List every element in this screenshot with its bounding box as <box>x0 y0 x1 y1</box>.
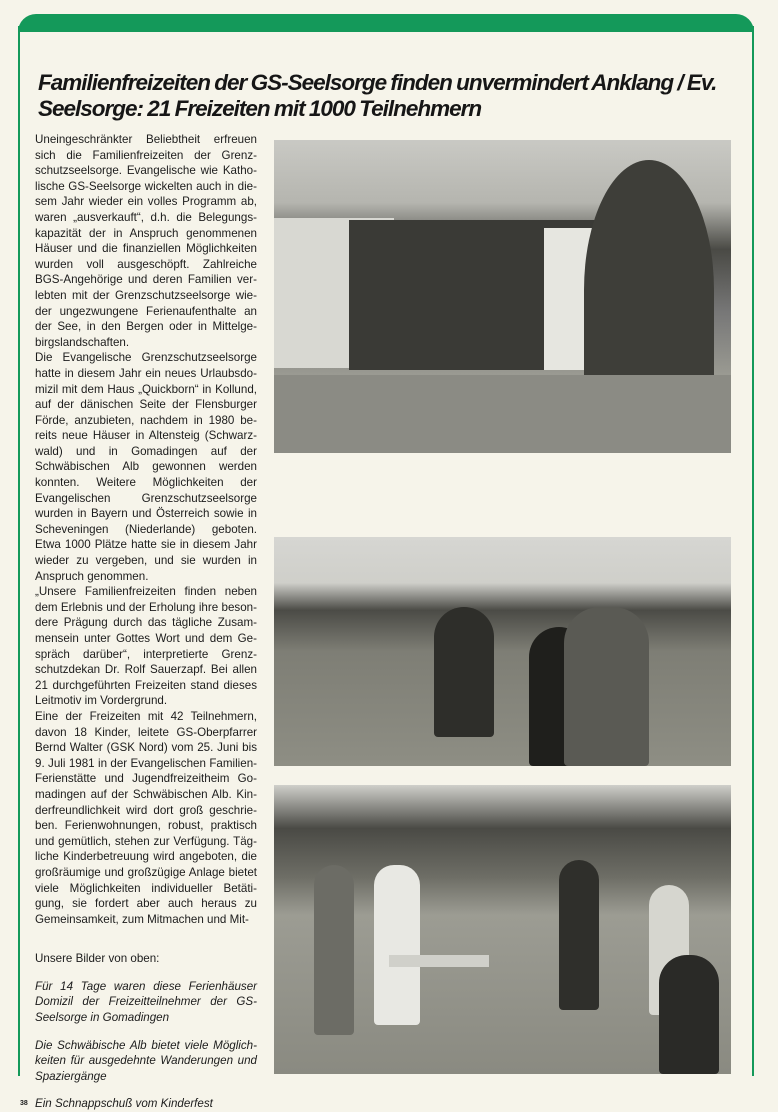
paragraph: „Unsere Familienfreizeiten finden neben dem Erlebnis und der Erholung ihre besondere Prägung durch das tägliche Zusammensein unter Gottes Wort und dem Gespräch darüber“, interpretierte Grenzschutzdekan Dr. Rolf Sauerzapf. Bei allen 21 durchgeführten Freizeiten stand dieses Leitmotiv im Vordergrund. <box>35 585 257 708</box>
article-body <box>35 132 257 927</box>
green-frame-left <box>18 26 20 1076</box>
green-frame-right <box>752 26 754 1076</box>
caption-3: Ein Schnappschuß vom Kinderfest <box>35 1097 213 1111</box>
captions-intro: Unsere Bilder von oben: <box>35 952 160 966</box>
paragraph: Uneingeschränkter Beliebtheit erfreuen sich die Familienfreizeiten der Grenzschutzseelsorge. Evangelische wie Katholische GS-Seelsorge wickelten auch in diesem Jahr wieder ein volles Programm ab, waren „ausverkauft“, d.h. die Belegungskapazität der in Anspruch genommenen Häuser und die finanziellen Möglichkeiten wurden voll ausgeschöpft. Zahlreiche BGS-Angehörige und deren Familien verlebten mit der Grenzschutzseelsorge wieder ungezwungene Ferienaufenthalte an der See, in den Bergen oder in Mittelgebirgslandschaften. <box>35 133 257 349</box>
article <box>20 70 751 1112</box>
paragraph: Die Evangelische Grenzschutzseelsorge hatte in diesem Jahr ein neues Urlaubsdomizil mit dem Haus „Quickborn“ in Kollund, auf der dänischen Seite der Flensburger Förde, anzubieten, nachdem in 1980 bereits neue Häuser in Altensteig (Schwarzwald) und in Gomadingen auf der Schwäbischen Alb gewonnen werden konnten. Weitere Möglichkeiten der Evangelischen Grenzschutzseelsorge wurden in Bayern und Österreich sowie in Scheveningen (Niederlande) geboten. Etwa 1000 Plätze hatte sie in diesem Jahr wieder zu vergeben, und sie wurden in Anspruch genommen. <box>35 351 257 583</box>
footer-row <box>20 1096 257 1112</box>
page-number: 38 <box>20 1100 28 1108</box>
paragraph: Eine der Freizeiten mit 42 Teilnehmern, davon 18 Kinder, leitete GS-Oberpfarrer Bernd Walter (GSK Nord) vom 25. Juni bis 9. Juli 1981 in der Evangelischen Familien-Ferienstätte und Jugendfreizeitheim Gomadingen auf der Schwäbischen Alb. Kinderfreundlichkeit wird dort groß geschrieben. Ferienwohnungen, robust, praktisch und gemütlich, stehen zur Verfügung. Tägliche Kinderbetreuung wird angeboten, die großräumige und großzügige Anlage bietet viele Möglichkeiten individueller Betätigung, sie fordert aber auch heraus zu Gemeinsamkeit, zum Mitmachen und Mit- <box>35 709 257 926</box>
caption-1: Für 14 Tage waren diese Ferienhäuser Domizil der Freizeitteilnehmer der GS-Seelsorge in Gomadingen <box>35 979 257 1025</box>
caption-2: Die Schwäbische Alb bietet viele Möglichkeiten für ausgedehnte Wanderungen und Spaziergänge <box>35 1038 257 1083</box>
photo-captions <box>35 951 257 1084</box>
article-title: Familienfreizeiten der GS-Seelsorge finden unvermindert Anklang / Ev. Seelsorge: 21 Freizeiten mit 1000 Teilnehmern <box>38 70 717 121</box>
green-frame-top <box>18 14 754 32</box>
text-column <box>20 132 257 1112</box>
